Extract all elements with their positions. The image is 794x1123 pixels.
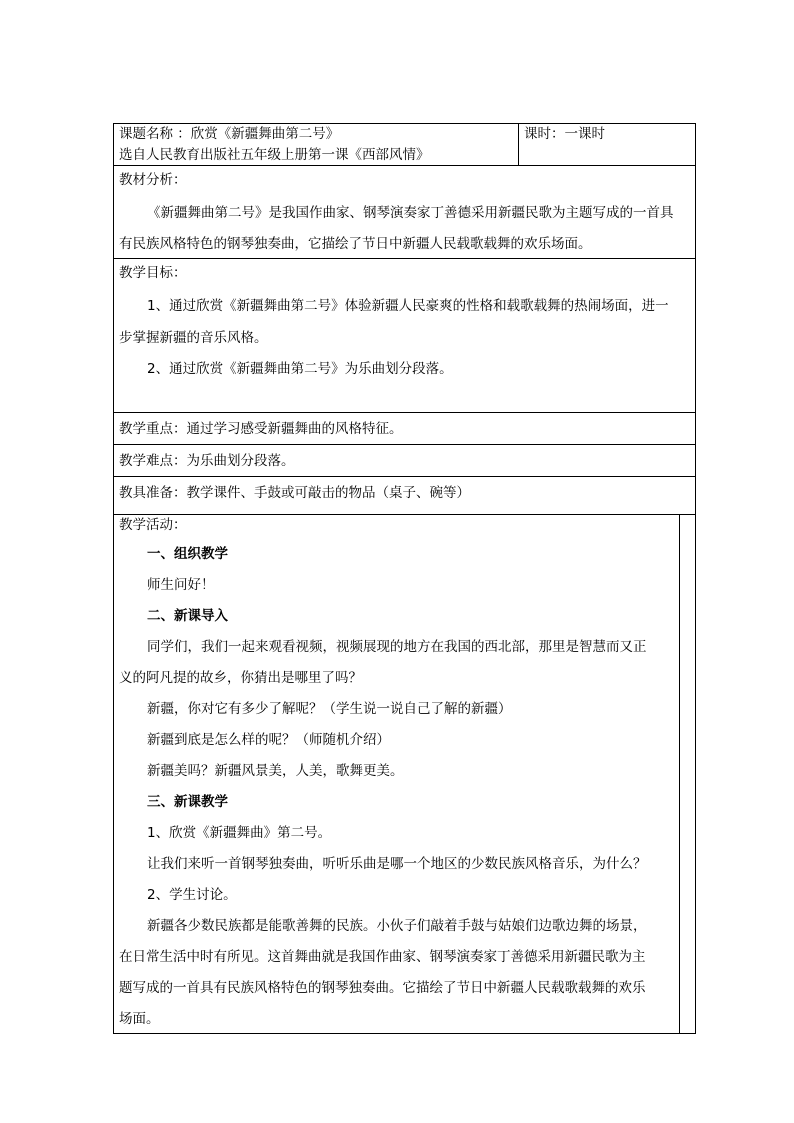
activity-line: 1、欣赏《新疆舞曲》第二号。 xyxy=(147,825,332,841)
difficulty: 教学难点：为乐曲划分段落。 xyxy=(119,453,295,469)
activity-line: 题写成的一首具有民族风格特色的钢琴独奏曲。它描绘了节日中新疆人民载歌载舞的欢乐 xyxy=(119,980,646,996)
table-border-left xyxy=(113,123,114,1034)
activity-line: 新疆美吗？新疆风景美，人美，歌舞更美。 xyxy=(147,763,404,779)
material-line: 有民族风格特色的钢琴独奏曲，它描绘了节日中新疆人民载歌载舞的欢乐场面。 xyxy=(119,236,592,252)
activity-line: 场面。 xyxy=(119,1011,160,1027)
activity-line: 新疆各少数民族都是能歌善舞的民族。小伙子们敲着手鼓与姑娘们边歌边舞的场景， xyxy=(147,918,647,934)
row-divider-goals xyxy=(113,412,696,413)
material-label: 教材分析： xyxy=(119,172,187,188)
row-divider-material xyxy=(113,258,696,259)
header-column-divider xyxy=(518,123,519,165)
material-line: 《新疆舞曲第二号》是我国作曲家、钢琴演奏家丁善德采用新疆民歌为主题写成的一首具 xyxy=(147,205,674,221)
section-heading: 一、组织教学 xyxy=(147,546,228,562)
key-point: 教学重点：通过学习感受新疆舞曲的风格特征。 xyxy=(119,421,403,437)
tools: 教具准备：教学课件、手鼓或可敲击的物品（桌子、碗等） xyxy=(119,485,470,501)
activity-line: 在日常生活中时有所见。这首舞曲就是我国作曲家、钢琴演奏家丁善德采用新疆民歌为主 xyxy=(119,949,646,965)
activity-line: 让我们来听一首钢琴独奏曲，听听乐曲是哪一个地区的少数民族风格音乐，为什么？ xyxy=(147,856,647,872)
activity-line: 同学们，我们一起来观看视频，视频展现的地方在我国的西北部，那里是智慧而又正 xyxy=(147,639,647,655)
goal-line: 2、通过欣赏《新疆舞曲第二号》为乐曲划分段落。 xyxy=(147,361,453,377)
activity-line: 新疆到底是怎么样的呢？（师随机介绍） xyxy=(147,732,390,748)
section-heading: 三、新课教学 xyxy=(147,794,228,810)
activity-line: 师生问好！ xyxy=(147,577,215,593)
section-heading: 二、新课导入 xyxy=(147,608,228,624)
activity-line: 义的阿凡提的故乡，你猜出是哪里了吗？ xyxy=(119,670,362,686)
row-divider-keypoint xyxy=(113,444,696,445)
lesson-source: 选自人民教育出版社五年级上册第一课《西部风情》 xyxy=(119,147,430,163)
activities-label: 教学活动： xyxy=(119,517,187,533)
lesson-title: 课题名称 ：欣赏《新疆舞曲第二号》 xyxy=(119,126,340,142)
table-border-bottom xyxy=(113,1033,696,1034)
activity-line: 2、学生讨论。 xyxy=(147,887,237,903)
activity-line: 新疆，你对它有多少了解呢？（学生说一说自己了解的新疆） xyxy=(147,701,512,717)
activities-inner-line xyxy=(679,514,680,1034)
row-divider-difficulty xyxy=(113,476,696,477)
goal-line: 步掌握新疆的音乐风格。 xyxy=(119,330,268,346)
row-divider-tools xyxy=(113,514,696,515)
goals-label: 教学目标： xyxy=(119,265,187,281)
row-divider-header xyxy=(113,165,696,166)
lesson-period: 课时：一课时 xyxy=(524,126,605,142)
table-border-right xyxy=(695,123,696,1034)
table-border-top xyxy=(113,123,696,124)
goal-line: 1、通过欣赏《新疆舞曲第二号》体验新疆人民豪爽的性格和载歌载舞的热闹场面，进一 xyxy=(147,298,669,314)
